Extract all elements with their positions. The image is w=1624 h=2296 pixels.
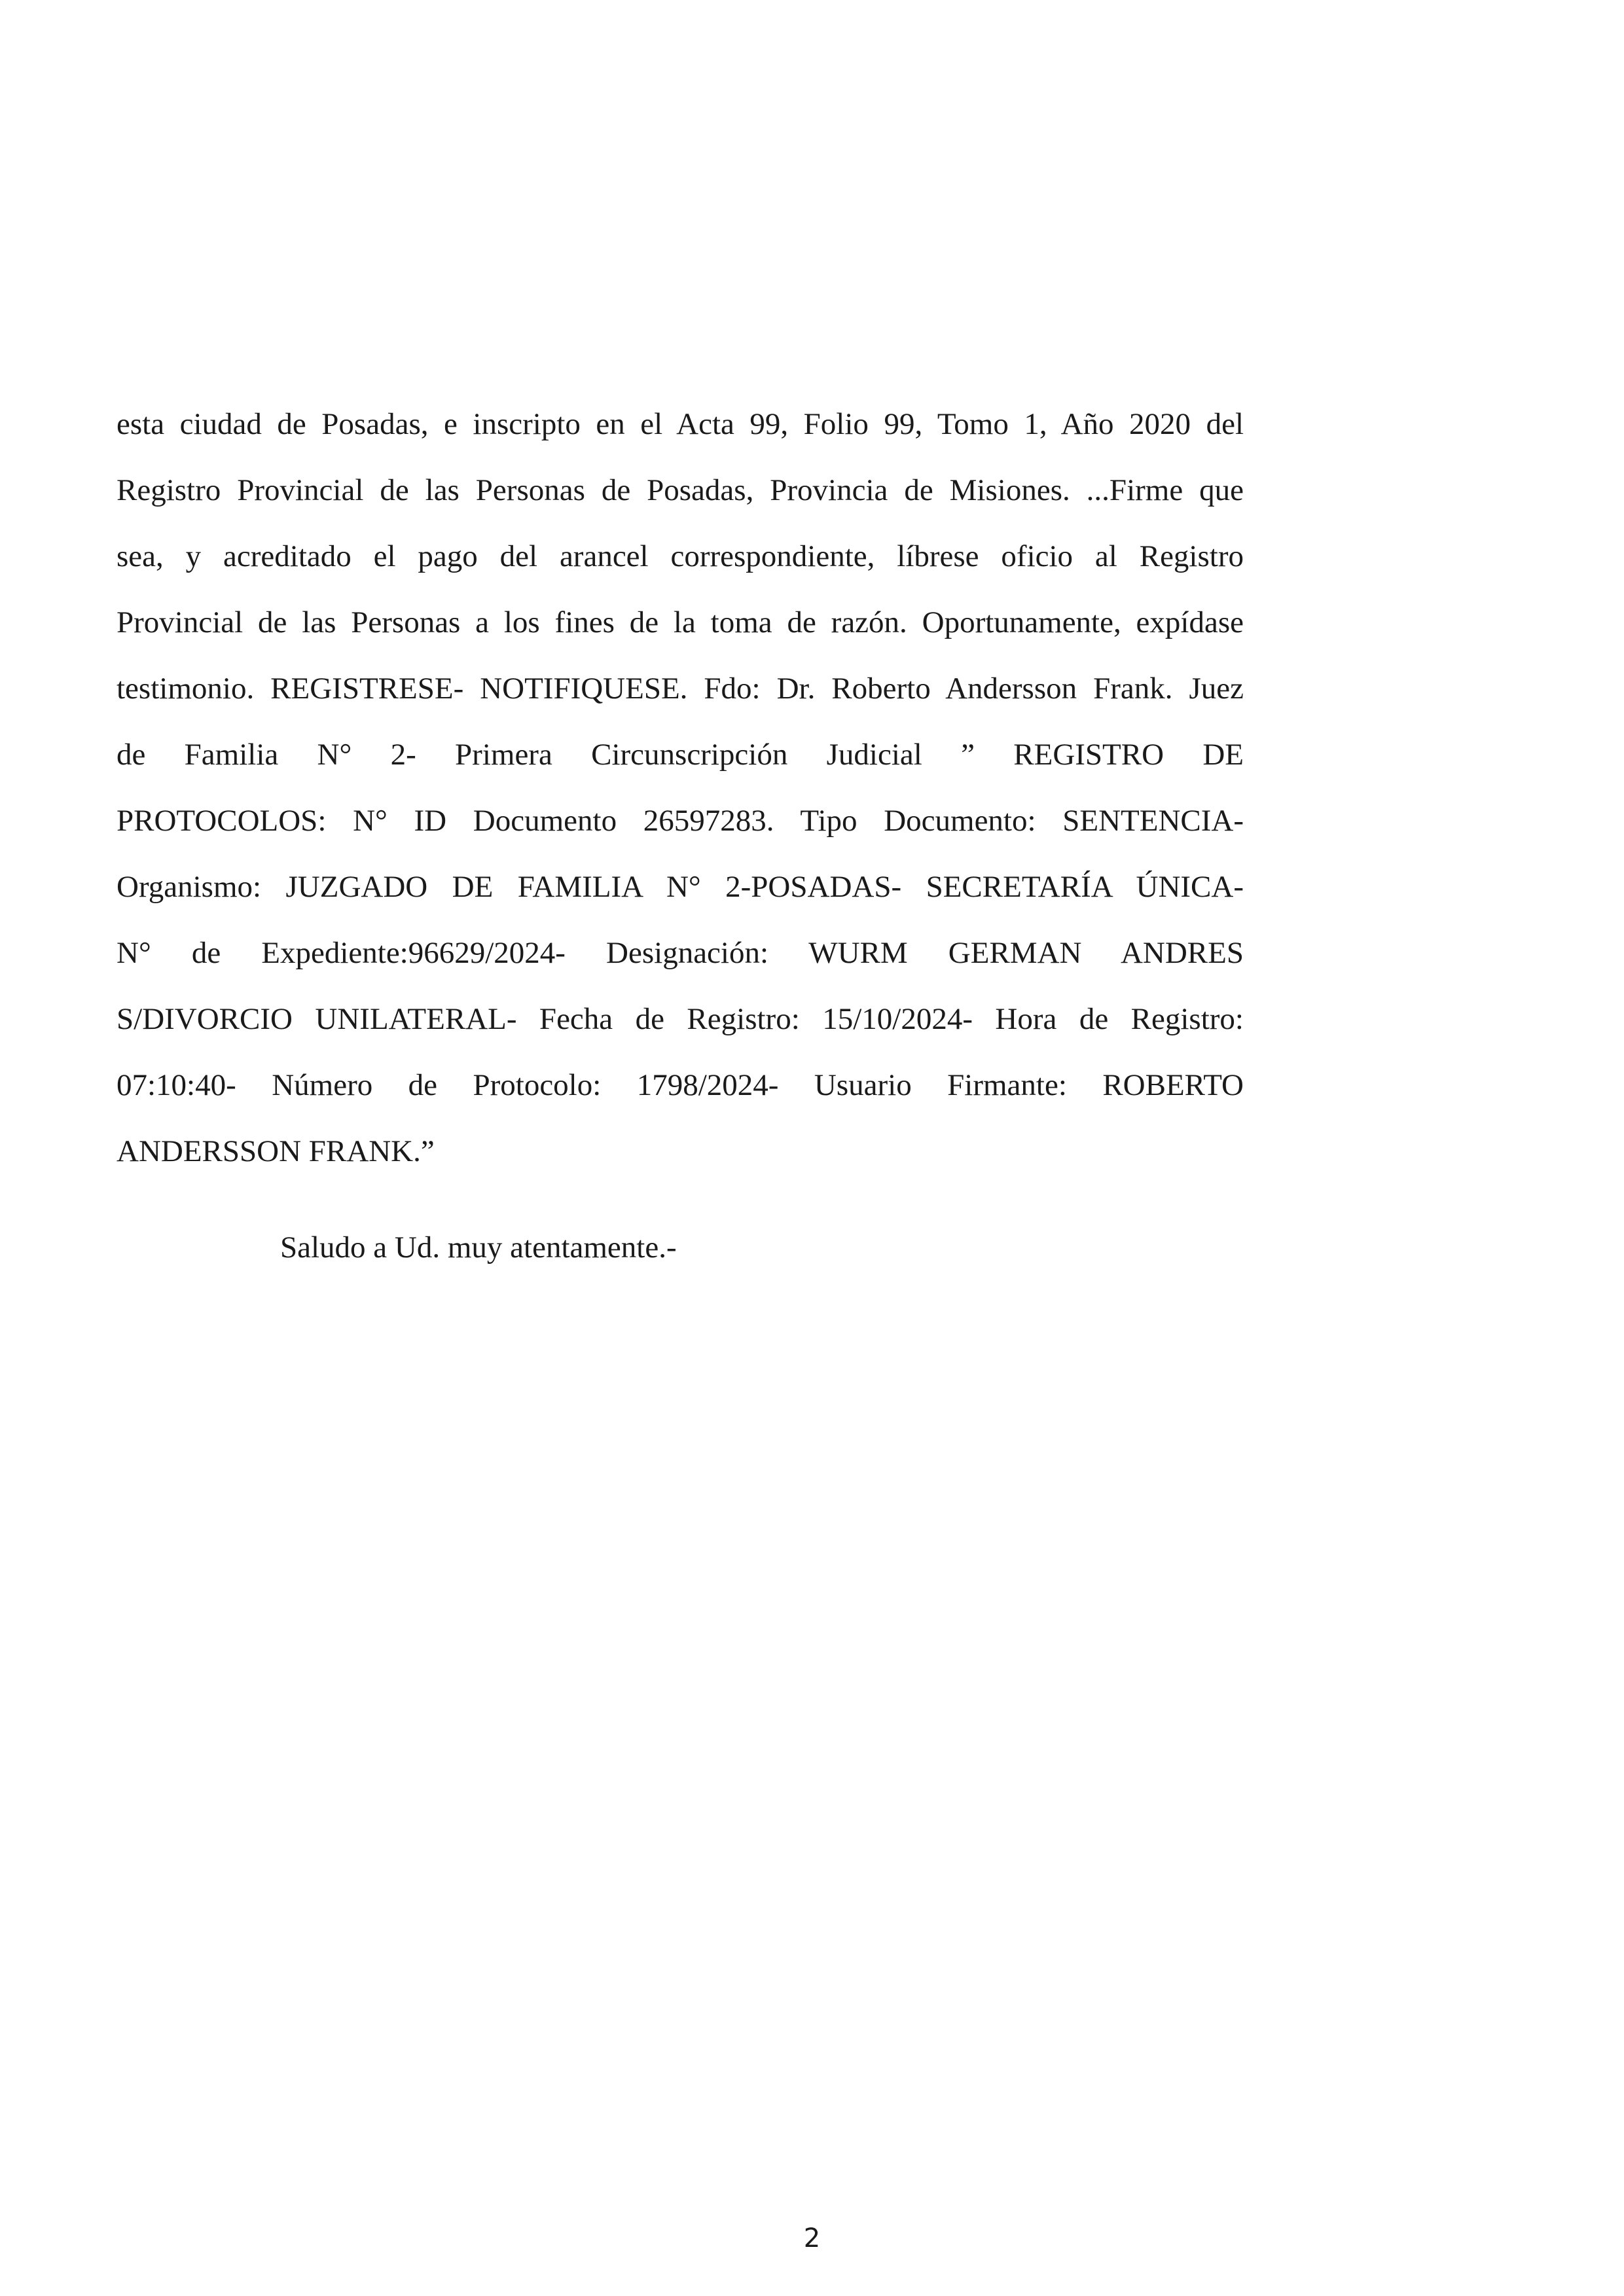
paragraph-line: 07:10:40- Número de Protocolo: 1798/2024- Usuario Firmante: ROBERTO: [117, 1068, 1244, 1102]
paragraph-line: PROTOCOLOS: N° ID Documento 26597283. Tipo Documento: SENTENCIA-: [117, 804, 1244, 838]
paragraph-line: N° de Expediente:96629/2024- Designación: WURM GERMAN ANDRES: [117, 936, 1244, 970]
paragraph-line: Organismo: JUZGADO DE FAMILIA N° 2-POSADAS- SECRETARÍA ÚNICA-: [117, 870, 1244, 904]
paragraph-line: ANDERSSON FRANK.”: [117, 1134, 435, 1168]
paragraph-line: testimonio. REGISTRESE- NOTIFIQUESE. Fdo: Dr. Roberto Andersson Frank. Juez: [117, 672, 1244, 706]
closing-salutation: Saludo a Ud. muy atentamente.-: [280, 1230, 677, 1265]
paragraph-line: S/DIVORCIO UNILATERAL- Fecha de Registro: 15/10/2024- Hora de Registro:: [117, 1002, 1244, 1036]
paragraph-line: de Familia N° 2- Primera Circunscripción Judicial ” REGISTRO DE: [117, 738, 1244, 772]
paragraph-line: sea, y acreditado el pago del arancel correspondiente, líbrese oficio al Registro: [117, 539, 1244, 573]
paragraph-line: Provincial de las Personas a los fines de la toma de razón. Oportunamente, expídase: [117, 605, 1244, 639]
page-number: 2: [803, 2223, 821, 2253]
paragraph-line: Registro Provincial de las Personas de Posadas, Provincia de Misiones. ...Firme que: [117, 473, 1244, 507]
body-paragraph: [117, 391, 1244, 1185]
paragraph-line: esta ciudad de Posadas, e inscripto en el Acta 99, Folio 99, Tomo 1, Año 2020 del: [117, 407, 1244, 441]
